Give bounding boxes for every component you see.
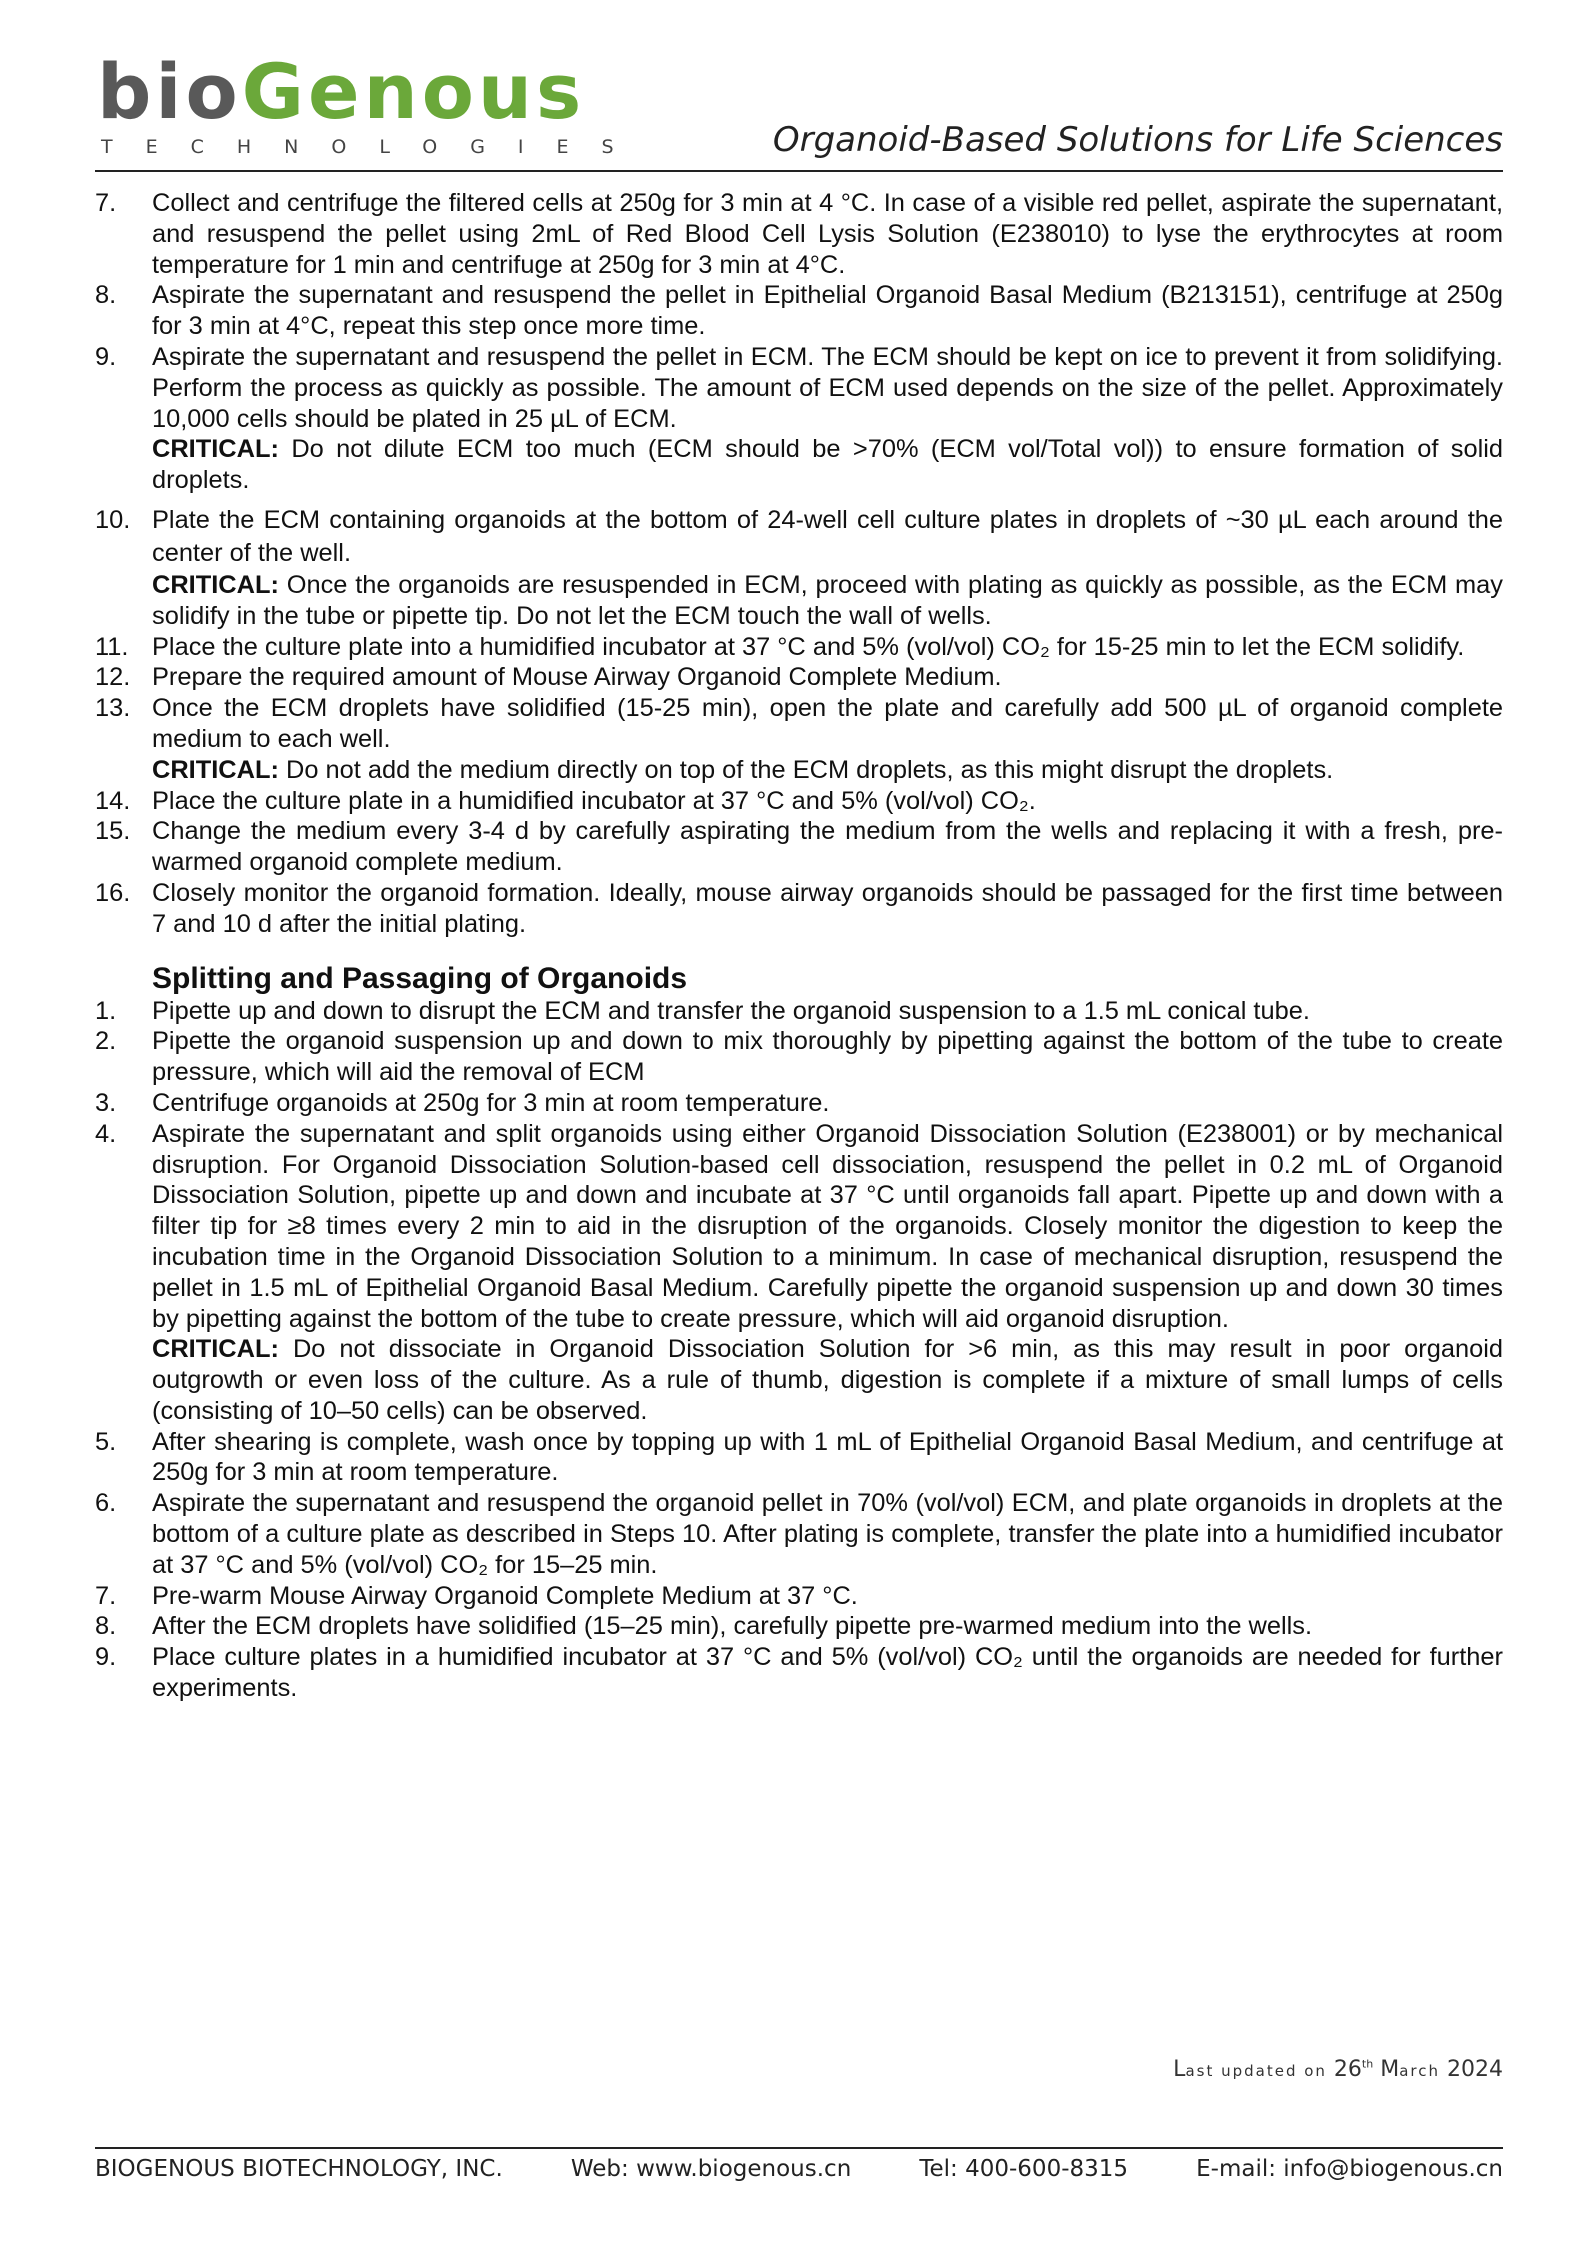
updated-day-suffix: th <box>1361 2057 1374 2071</box>
passaging-step <box>95 1488 1503 1580</box>
passaging-step <box>95 1088 1503 1119</box>
step-number: 8. <box>95 1612 117 1641</box>
critical-note <box>152 570 1503 632</box>
step-text: Aspirate the supernatant and resuspend the pellet in ECM. The ECM should be kept on ice to prevent it from solidifying. Perform the process as quickly as possible. The amount of ECM used depends on the size of the pellet. Approximately 10,000 cells should be plated in 25 µL of ECM. <box>152 342 1503 433</box>
logo-bio: bio <box>97 47 242 136</box>
culture-step <box>95 342 1503 496</box>
critical-text: Once the organoids are resuspended in ECM, proceed with plating as quickly as possible, as the ECM may solidify in the tube or pipette tip. Do not let the ECM touch the wall of wells. <box>152 570 1503 630</box>
passaging-step <box>95 1119 1503 1427</box>
logo-wordmark <box>97 47 647 136</box>
footer-tel: Tel: 400-600-8315 <box>919 2156 1129 2182</box>
footer-web: Web: www.biogenous.cn <box>570 2156 852 2182</box>
step-text: Pipette up and down to disrupt the ECM and transfer the organoid suspension to a 1.5 mL conical tube. <box>152 996 1310 1025</box>
critical-note <box>152 1334 1503 1426</box>
critical-text: Do not dilute ECM too much (ECM should be >70% (ECM vol/Total vol)) to ensure formation of solid droplets. <box>152 435 1503 495</box>
step-text: Aspirate the supernatant and resuspend the organoid pellet in 70% (vol/vol) ECM, and plate organoids in droplets at the bottom of a culture plate as described in Steps 10. After plating is complete, transfer the plate into a humidified incubator at 37 °C and 5% (vol/vol) CO₂ for 15–25 min. <box>152 1489 1503 1579</box>
step-text: After shearing is complete, wash once by topping up with 1 mL of Epithelial Organoid Basal Medium, and centrifuge at 250g for 3 min at room temperature. <box>152 1427 1503 1487</box>
critical-text: Do not dissociate in Organoid Dissociation Solution for >6 min, as this may result in poor organoid outgrowth or even loss of the culture. As a rule of thumb, digestion is complete if a mixture of small lumps of cells (consisting of 10–50 cells) can be observed. <box>152 1335 1503 1425</box>
updated-month: arch <box>1399 2062 1440 2080</box>
step-content <box>152 504 1503 632</box>
updated-prefix: ast updated on <box>1185 2062 1327 2080</box>
culture-step <box>95 693 1503 785</box>
critical-text: Do not add the medium directly on top of the ECM droplets, as this might disrupt the droplets. <box>286 755 1334 784</box>
step-content <box>152 693 1503 785</box>
culture-step <box>95 504 1503 632</box>
document-body <box>95 188 1503 1704</box>
footer-email: E-mail: info@biogenous.cn <box>1196 2156 1503 2182</box>
step-number: 12. <box>95 663 131 692</box>
culture-step <box>95 662 1503 693</box>
logo-genous: Genous <box>241 47 586 136</box>
footer-divider <box>95 2147 1503 2149</box>
critical-label: CRITICAL: <box>152 570 279 599</box>
updated-m: M <box>1380 2057 1400 2082</box>
passaging-step <box>95 1611 1503 1642</box>
critical-note <box>152 755 1503 786</box>
passaging-step <box>95 1642 1503 1704</box>
culture-step <box>95 878 1503 940</box>
critical-label: CRITICAL: <box>152 435 279 464</box>
step-text: Collect and centrifuge the filtered cells at 250g for 3 min at 4 °C. In case of a visible red pellet, aspirate the supernatant, and resuspend the pellet using 2mL of Red Blood Cell Lysis Solution (E238010) to lyse the erythrocytes at room temperature for 1 min and centrifuge at 250g for 3 min at 4°C. <box>152 189 1503 279</box>
critical-label: CRITICAL: <box>152 1335 279 1364</box>
step-number: 11. <box>95 632 129 661</box>
updated-l: L <box>1173 2057 1186 2082</box>
step-number: 7. <box>95 1581 117 1610</box>
header-tagline: Organoid-Based Solutions for Life Sciences <box>772 120 1503 160</box>
last-updated-date <box>1173 2057 1503 2082</box>
step-number: 3. <box>95 1088 117 1117</box>
step-text: Place the culture plate into a humidified incubator at 37 °C and 5% (vol/vol) CO₂ for 15-25 min to let the ECM solidify. <box>152 632 1465 661</box>
step-number: 8. <box>95 281 117 310</box>
step-content <box>152 342 1503 496</box>
step-text: Pipette the organoid suspension up and down to mix thoroughly by pipetting against the bottom of the tube to create pressure, which will aid the removal of ECM <box>152 1027 1503 1087</box>
updated-year: 2024 <box>1447 2057 1503 2082</box>
step-number: 15. <box>95 817 131 846</box>
passaging-step <box>95 996 1503 1027</box>
critical-label: CRITICAL: <box>152 755 279 784</box>
step-text: Place culture plates in a humidified incubator at 37 °C and 5% (vol/vol) CO₂ until the organoids are needed for further experiments. <box>152 1643 1503 1703</box>
step-text: Prepare the required amount of Mouse Airway Organoid Complete Medium. <box>152 663 1002 692</box>
culture-step <box>95 786 1503 817</box>
step-text: Plate the ECM containing organoids at the bottom of 24-well cell culture plates in droplets of ~30 µL each around the center of the well. <box>152 505 1503 567</box>
step-content <box>152 1119 1503 1427</box>
step-number: 9. <box>95 342 117 371</box>
step-number: 7. <box>95 189 117 217</box>
culture-step <box>95 280 1503 342</box>
updated-day: 26 <box>1333 2057 1362 2082</box>
step-text: After the ECM droplets have solidified (15–25 min), carefully pipette pre-warmed medium into the wells. <box>152 1612 1313 1641</box>
passaging-step <box>95 1581 1503 1612</box>
passaging-step <box>95 1026 1503 1088</box>
header-divider <box>95 170 1503 172</box>
section-title: Splitting and Passaging of Organoids <box>152 961 688 995</box>
step-text: Pre-warm Mouse Airway Organoid Complete Medium at 37 °C. <box>152 1581 858 1610</box>
critical-note <box>152 434 1503 496</box>
culture-step <box>95 632 1503 663</box>
company-logo <box>97 47 647 158</box>
step-number: 4. <box>95 1119 117 1148</box>
footer-company: BIOGENOUS BIOTECHNOLOGY, INC. <box>95 2156 503 2182</box>
step-text: Once the ECM droplets have solidified (15-25 min), open the plate and carefully add 500 µL of organoid complete medium to each well. <box>152 694 1503 753</box>
step-text: Closely monitor the organoid formation. Ideally, mouse airway organoids should be passaged for the first time between 7 and 10 d after the initial plating. <box>152 878 1503 938</box>
logo-subtitle: TECHNOLOGIES <box>101 136 647 158</box>
step-text: Change the medium every 3-4 d by carefully aspirating the medium from the wells and replacing it with a fresh, pre-warmed organoid complete medium. <box>152 817 1503 877</box>
step-number: 9. <box>95 1643 117 1672</box>
step-number: 14. <box>95 786 131 815</box>
step-number: 13. <box>95 694 131 723</box>
step-number: 2. <box>95 1027 117 1056</box>
culture-step <box>95 816 1503 878</box>
step-number: 1. <box>95 996 117 1025</box>
step-text: Centrifuge organoids at 250g for 3 min at room temperature. <box>152 1088 830 1117</box>
step-number: 10. <box>95 505 131 534</box>
step-text: Aspirate the supernatant and split organoids using either Organoid Dissociation Solution (E238001) or by mechanical disruption. For Organoid Dissociation Solution-based cell dissociation, resuspend the pellet in 0.2 mL of Organoid Dissociation Solution, pipette up and down and incubate at 37 °C until organoids fall apart. Pipette up and down with a filter tip for ≥8 times every 2 min to aid in the disruption of the organoids. Closely monitor the digestion to keep the incubation time in the Organoid Dissociation Solution to a minimum. In case of mechanical disruption, resuspend the pellet in 1.5 mL of Epithelial Organoid Basal Medium. Carefully pipette the organoid suspension up and down 30 times by pipetting against the bottom of the tube to create pressure, which will aid organoid disruption. <box>152 1119 1503 1333</box>
step-number: 16. <box>95 878 131 907</box>
step-text: Aspirate the supernatant and resuspend the pellet in Epithelial Organoid Basal Medium (B213151), centrifuge at 250g for 3 min at 4°C, repeat this step once more time. <box>152 281 1503 341</box>
step-number: 6. <box>95 1489 117 1518</box>
step-text: Place the culture plate in a humidified incubator at 37 °C and 5% (vol/vol) CO₂. <box>152 786 1036 815</box>
step-number: 5. <box>95 1427 117 1456</box>
passaging-step <box>95 1427 1503 1489</box>
page-footer <box>95 2156 1503 2182</box>
culture-step <box>95 188 1503 280</box>
